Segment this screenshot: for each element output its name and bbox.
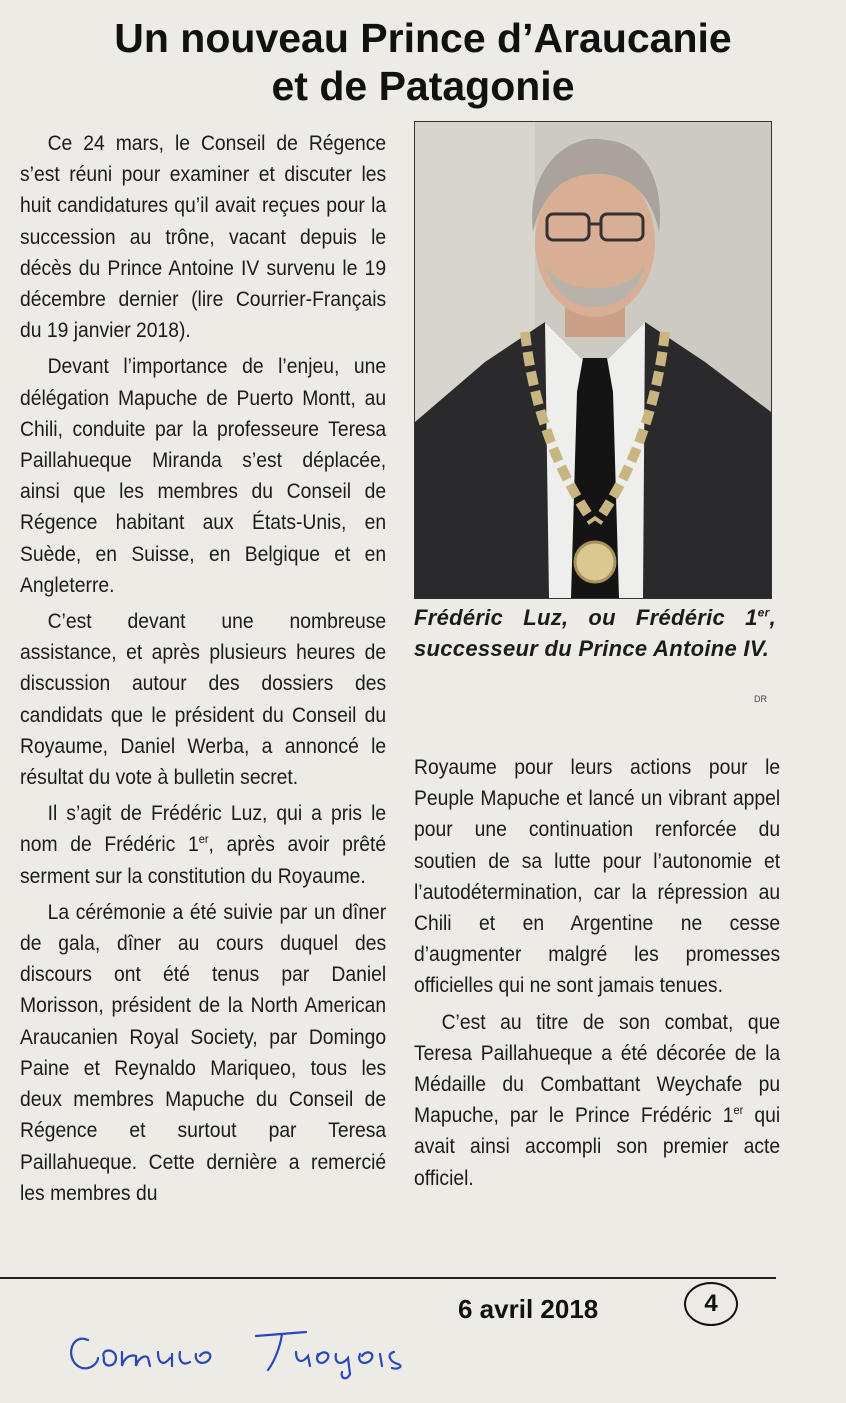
photo-caption (414, 602, 776, 664)
caption-text-b: , successeur du Prince Antoine IV. (414, 605, 776, 661)
right-paragraph-2 (414, 1007, 780, 1194)
right-paragraph-2-text-b: qui avait ainsi accompli son premier acte officiel. (414, 1104, 781, 1190)
paragraph-4-text-a: Il s’agit de Frédéric Luz, qui a pris le nom de Frédéric 1 (20, 802, 387, 857)
footer-rule (0, 1277, 776, 1279)
portrait-illustration (415, 122, 771, 598)
paragraph-2: Devant l’importance de l’enjeu, une délégation Mapuche de Puerto Montt, au Chili, conduite par la professeure Teresa Paillahueque Miranda s’est déplacée, ainsi que les membres du Conseil de Régence habitant aux États-Unis, en Suède, en Suisse, en Belgique et en Angleterre. (20, 355, 387, 597)
page-number: 4 (684, 1282, 738, 1326)
paragraph-3: C’est devant une nombreuse assistance, et après plusieurs heures de discussion autour des dossiers des candidats que le président du Conseil du Royaume, Daniel Werba, a annoncé le résultat du vote à bulletin secret. (20, 610, 387, 790)
paragraph-4 (20, 798, 386, 892)
caption-text-a: Frédéric Luz, ou Frédéric 1 (414, 605, 758, 630)
paragraph-1: Ce 24 mars, le Conseil de Régence s’est réuni pour examiner et discuter les huit candidatures qu’il avait reçues pour la succession au trône, vacant depuis le décès du Prince Antoine IV survenu le 19 décembre dernier (lire Courrier-Français du 19 janvier 2018). (20, 132, 387, 343)
portrait-photo (414, 121, 772, 599)
headline-line-2: et de Patagonie (271, 63, 575, 109)
right-paragraph-2-text-a: C’est au titre de son combat, que Teresa Paillahueque a été décorée de la Médaille du Combattant Weychafe pu Mapuche, par le Prince Frédéric 1 (414, 1010, 781, 1128)
headline (0, 14, 846, 110)
photo-credit: DR (754, 694, 767, 704)
caption-sup: er (757, 605, 770, 620)
article-column-right (414, 752, 780, 1194)
article-column-left (20, 128, 386, 1209)
right-paragraph-1: Royaume pour leurs actions pour le Peuple Mapuche et lancé un vibrant appel pour une continuation renforcée du soutien de sa lutte pour l’autonomie et l’autodétermination, car la répression au Chili et en Argentine ne cesse d’augmenter malgré les promesses officielles qui ne sont jamais tenues. (414, 756, 781, 998)
headline-line-1: Un nouveau Prince d’Araucanie (114, 15, 732, 61)
right-paragraph-2-sup: er (733, 1103, 744, 1118)
paragraph-4-text-b: , après avoir prêté serment sur la constitution du Royaume. (20, 833, 387, 888)
issue-date: 6 avril 2018 (458, 1294, 599, 1324)
paragraph-5: La cérémonie a été suivie par un dîner de gala, dîner au cours duquel des discours ont été tenus par Daniel Morisson, président de la North American Araucanien Royal Society, par Domingo Paine et Reynaldo Mariqueo, tous les deux membres Mapuche du Conseil de Régence et surtout par Teresa Paillahueque. Cette dernière a remercié les membres du (20, 900, 387, 1205)
paragraph-4-sup: er (198, 832, 209, 847)
handwritten-signature (60, 1318, 480, 1382)
